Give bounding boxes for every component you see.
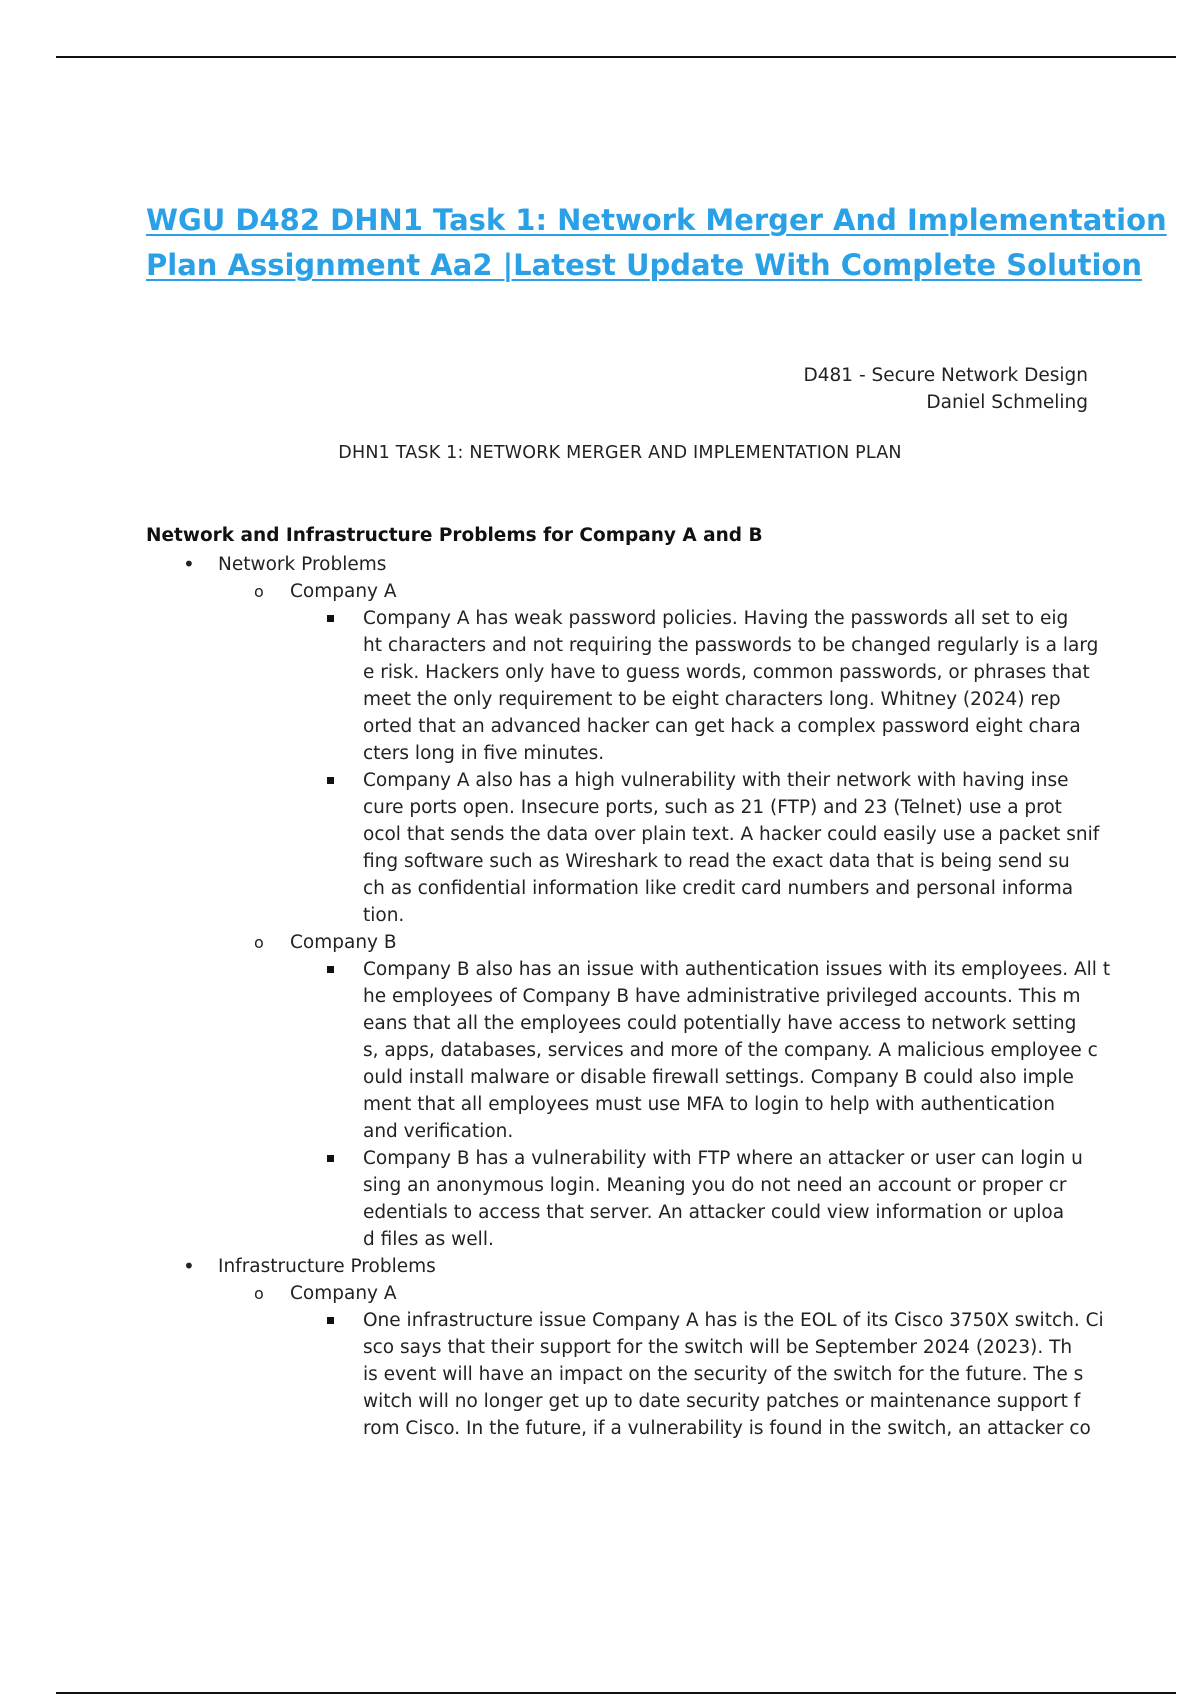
paragraph-line: rom Cisco. In the future, if a vulnerability is found in the switch, an attacker co [363, 1418, 1091, 1439]
bullet-dot-icon: • [183, 1254, 195, 1278]
paragraph-line: Company B also has an issue with authentication issues with its employees. All t [363, 959, 1111, 980]
list-item [0, 956, 1200, 1145]
problem-outline [0, 551, 1200, 1442]
bullet-label: Infrastructure Problems [218, 1256, 436, 1277]
paragraph-line: ocol that sends the data over plain text. A hacker could easily use a packet snif [363, 824, 1100, 845]
bullet-label: Network Problems [218, 554, 387, 575]
list-item [0, 767, 1200, 929]
paragraph-line: tion. [363, 905, 405, 926]
paragraph-line: he employees of Company B have administrative privileged accounts. This m [363, 986, 1081, 1007]
author-name: Daniel Schmeling [926, 392, 1088, 413]
paragraph-line: Company A has weak password policies. Having the passwords all set to eig [363, 608, 1069, 629]
subbullet-company-a [0, 578, 1200, 605]
bullet-circle-icon: o [254, 933, 264, 952]
paragraph-line: ment that all employees must use MFA to login to help with authentication [363, 1094, 1055, 1115]
title-line-1[interactable]: WGU D482 DHN1 Task 1: Network Merger And Implementation [146, 203, 1167, 237]
document-title[interactable] [146, 198, 1167, 288]
bullet-square-icon [327, 615, 334, 622]
task-heading: DHN1 TASK 1: NETWORK MERGER AND IMPLEMENTATION PLAN [338, 443, 902, 463]
paragraph-line: One infrastructure issue Company A has is the EOL of its Cisco 3750X switch. Ci [363, 1310, 1104, 1331]
bullet-square-icon [327, 1317, 334, 1324]
bullet-square-icon [327, 1155, 334, 1162]
subbullet-label: Company B [290, 932, 397, 953]
company-a-infrastructure-items [0, 1307, 1200, 1442]
bullet-square-icon [327, 966, 334, 973]
paragraph-line: sing an anonymous login. Meaning you do not need an account or proper cr [363, 1175, 1067, 1196]
course-info [804, 362, 1088, 416]
paragraph-line: meet the only requirement to be eight characters long. Whitney (2024) rep [363, 689, 1061, 710]
bullet-network-problems [0, 551, 1200, 578]
paragraph-line: edentials to access that server. An attacker could view information or uploa [363, 1202, 1065, 1223]
paragraph-line: and verification. [363, 1121, 514, 1142]
title-line-2[interactable]: Plan Assignment Aa2 |Latest Update With Complete Solution [146, 248, 1142, 282]
section-title: Network and Infrastructure Problems for Company A and B [146, 525, 763, 546]
paragraph-line: Company A also has a high vulnerability with their network with having inse [363, 770, 1069, 791]
subbullet-infra-company-a [0, 1280, 1200, 1307]
paragraph-line: ht characters and not requiring the passwords to be changed regularly is a larg [363, 635, 1099, 656]
list-item [0, 605, 1200, 767]
paragraph-line: Company B has a vulnerability with FTP where an attacker or user can login u [363, 1148, 1083, 1169]
bullet-circle-icon: o [254, 582, 264, 601]
paragraph-line: ould install malware or disable firewall settings. Company B could also imple [363, 1067, 1074, 1088]
paragraph-line: witch will no longer get up to date security patches or maintenance support f [363, 1391, 1081, 1412]
course-name: D481 - Secure Network Design [803, 365, 1088, 386]
list-item [0, 1307, 1200, 1442]
paragraph-line: cters long in five minutes. [363, 743, 605, 764]
paragraph-line: is event will have an impact on the security of the switch for the future. The s [363, 1364, 1084, 1385]
paragraph-line: sco says that their support for the switch will be September 2024 (2023). Th [363, 1337, 1073, 1358]
list-item [0, 1145, 1200, 1253]
subbullet-label: Company A [290, 581, 397, 602]
paragraph-line: s, apps, databases, services and more of the company. A malicious employee c [363, 1040, 1098, 1061]
paragraph-line: orted that an advanced hacker can get hack a complex password eight chara [363, 716, 1081, 737]
top-rule [56, 56, 1176, 58]
paragraph-line: d files as well. [363, 1229, 494, 1250]
paragraph-line: fing software such as Wireshark to read the exact data that is being send su [363, 851, 1070, 872]
company-a-network-items [0, 605, 1200, 929]
subbullet-company-b [0, 929, 1200, 956]
bullet-square-icon [327, 777, 334, 784]
paragraph-line: ch as confidential information like credit card numbers and personal informa [363, 878, 1074, 899]
bottom-rule [56, 1692, 1176, 1694]
subbullet-label: Company A [290, 1283, 397, 1304]
bullet-circle-icon: o [254, 1284, 264, 1303]
paragraph-line: eans that all the employees could potentially have access to network setting [363, 1013, 1077, 1034]
bullet-dot-icon: • [183, 552, 195, 576]
company-b-network-items [0, 956, 1200, 1253]
bullet-infrastructure-problems [0, 1253, 1200, 1280]
paragraph-line: cure ports open. Insecure ports, such as 21 (FTP) and 23 (Telnet) use a prot [363, 797, 1062, 818]
paragraph-line: e risk. Hackers only have to guess words, common passwords, or phrases that [363, 662, 1090, 683]
